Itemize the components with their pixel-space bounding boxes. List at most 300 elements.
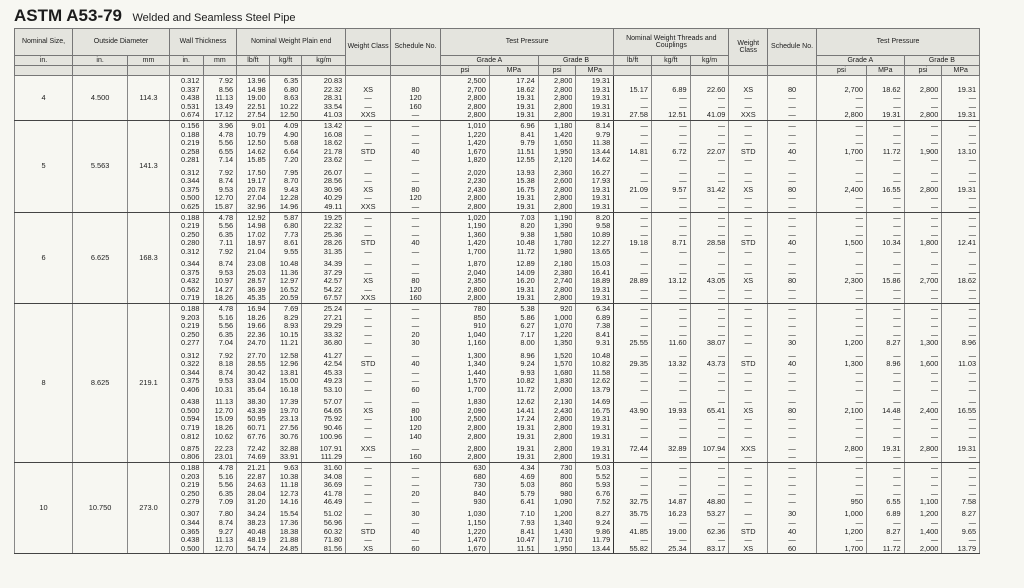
cell-plain-lbft: 67.76 bbox=[247, 432, 266, 441]
cell-plain-kgm: 21.78 bbox=[323, 147, 343, 156]
cell-grade-a-mpa-2: 11.72 bbox=[882, 544, 901, 553]
cell-plain-lbft: 34.24 bbox=[247, 510, 266, 519]
cell-thread-lbft: — bbox=[640, 463, 648, 472]
cell-grade-b-psi: 2,180 bbox=[553, 260, 573, 269]
od-in: 10.750 bbox=[73, 462, 128, 554]
cell-grade-b-psi: 1,980 bbox=[553, 247, 573, 256]
cell-wall-in: 0.344 bbox=[181, 177, 200, 186]
cell-schedule-no: — bbox=[411, 536, 420, 545]
cell-plain-kgm: 16.08 bbox=[323, 130, 343, 139]
cell-grade-a-psi-2 bbox=[818, 77, 863, 86]
cell-grade-b-mpa: 8.41 bbox=[595, 330, 611, 339]
cell-schedule-no-2: — bbox=[788, 481, 796, 490]
col-schedule-no-2 bbox=[768, 120, 817, 212]
cell-thread-kgft: — bbox=[679, 94, 687, 103]
cell-plain-kgft: 10.15 bbox=[279, 330, 299, 339]
cell-grade-a-mpa-2: — bbox=[893, 130, 901, 139]
cell-grade-b-mpa: 19.31 bbox=[591, 94, 611, 103]
cell-plain-lbft: 9.01 bbox=[251, 121, 266, 130]
cell-grade-a-mpa: 7.10 bbox=[520, 510, 535, 519]
unit-wt2-kgft: kg/ft bbox=[651, 56, 690, 66]
cell-wall-mm: 7.14 bbox=[218, 156, 234, 165]
cell-thread-kgft: — bbox=[679, 156, 687, 165]
cell-weight-class-2: XS bbox=[743, 544, 754, 553]
cell-grade-a-mpa-2: — bbox=[893, 230, 901, 239]
cell-grade-a-mpa: 8.41 bbox=[520, 130, 535, 139]
cell-grade-b-psi-2: 2,800 bbox=[919, 185, 939, 194]
cell-weight-class: XXS bbox=[360, 444, 376, 453]
cell-plain-kgft: 9.43 bbox=[283, 185, 299, 194]
cell-grade-a-mpa-2: — bbox=[893, 156, 901, 165]
cell-grade-b-psi: 1,390 bbox=[553, 222, 573, 231]
col-grade-a-mpa-2 bbox=[866, 76, 904, 121]
cell-grade-a-psi: 1,300 bbox=[467, 351, 486, 360]
cell-plain-lbft: 19.17 bbox=[247, 177, 266, 186]
cell-weight-class: — bbox=[364, 385, 372, 394]
cell-wall-in: 0.219 bbox=[181, 139, 200, 148]
cell-grade-b-psi: 1,090 bbox=[553, 498, 573, 507]
cell-weight-class: — bbox=[364, 177, 372, 186]
cell-wall-mm: 7.11 bbox=[219, 239, 234, 248]
cell-grade-b-psi: 1,190 bbox=[553, 213, 573, 222]
cell-plain-kgm: 25.24 bbox=[323, 305, 343, 314]
cell-plain-kgm: 57.07 bbox=[323, 398, 343, 407]
cell-grade-a-psi: 2,020 bbox=[467, 168, 486, 177]
cell-schedule-no-2: — bbox=[788, 313, 796, 322]
cell-plain-kgft: 9.55 bbox=[283, 247, 299, 256]
cell-wall-mm: 22.23 bbox=[214, 444, 234, 453]
cell-grade-b-mpa-2: — bbox=[968, 305, 977, 314]
cell-thread-kgm: — bbox=[718, 377, 726, 386]
cell-grade-a-mpa: 7.93 bbox=[520, 519, 535, 528]
cell-grade-a-psi: 2,500 bbox=[467, 77, 486, 85]
cell-schedule-no-2: — bbox=[788, 102, 796, 111]
cell-schedule-no-2: 40 bbox=[787, 239, 797, 248]
cell-grade-b-psi-2: — bbox=[930, 453, 939, 462]
cell-plain-kgft: 14.96 bbox=[279, 202, 299, 211]
cell-plain-lbft: 38.30 bbox=[247, 398, 266, 407]
cell-grade-a-mpa-2: — bbox=[893, 489, 901, 498]
cell-grade-b-psi-2: 2,800 bbox=[919, 111, 939, 120]
cell-grade-b-mpa-2: — bbox=[968, 423, 977, 432]
cell-thread-kgft: 9.57 bbox=[672, 185, 687, 194]
col-plain-kgm bbox=[302, 120, 346, 212]
cell-plain-kgft: 27.56 bbox=[279, 423, 299, 432]
cell-weight-class-2: — bbox=[744, 121, 752, 130]
cell-schedule-no: — bbox=[411, 313, 420, 322]
cell-grade-b-psi-2: — bbox=[930, 222, 939, 231]
cell-plain-kgm: 41.78 bbox=[323, 489, 343, 498]
cell-grade-a-mpa: 16.75 bbox=[516, 185, 535, 194]
cell-wall-in: 0.594 bbox=[181, 415, 200, 424]
cell-grade-b-psi: 2,800 bbox=[553, 202, 573, 211]
cell-grade-b-psi-2: — bbox=[930, 130, 939, 139]
cell-grade-b-psi-2: — bbox=[930, 285, 939, 294]
cell-grade-b-mpa-2: — bbox=[968, 94, 977, 103]
od-mm: 114.3 bbox=[128, 76, 170, 121]
cell-thread-lbft: — bbox=[640, 177, 648, 186]
cell-plain-kgft: 9.63 bbox=[283, 463, 299, 472]
cell-grade-b-mpa: 9.31 bbox=[595, 339, 611, 348]
cell-thread-kgft: — bbox=[679, 330, 687, 339]
cell-grade-a-psi: 2,700 bbox=[467, 85, 486, 94]
cell-thread-kgft: — bbox=[679, 351, 687, 360]
cell-plain-kgm: 36.69 bbox=[323, 481, 343, 490]
cell-weight-class-2: — bbox=[744, 322, 752, 331]
table-row bbox=[15, 212, 1018, 304]
cell-wall-in: 0.312 bbox=[181, 77, 200, 85]
cell-grade-b-mpa: 19.31 bbox=[591, 415, 611, 424]
cell-grade-b-mpa: 19.31 bbox=[591, 185, 611, 194]
cell-grade-a-psi-2: — bbox=[855, 130, 863, 139]
col-wall-mm bbox=[203, 304, 237, 463]
cell-grade-b-psi-2: 1,100 bbox=[919, 498, 939, 507]
cell-thread-kgm: — bbox=[718, 472, 726, 481]
cell-grade-b-psi: 980 bbox=[560, 489, 573, 498]
cell-grade-b-mpa: 8.27 bbox=[595, 510, 611, 519]
cell-wall-in: 0.812 bbox=[181, 432, 200, 441]
cell-grade-a-psi-2: — bbox=[855, 268, 863, 277]
cell-plain-kgft: 6.80 bbox=[283, 222, 299, 231]
cell-schedule-no: — bbox=[411, 139, 420, 148]
cell-grade-a-mpa-2: 8.27 bbox=[886, 339, 901, 348]
table-row bbox=[15, 76, 1018, 121]
cell-grade-b-psi: 860 bbox=[560, 481, 573, 490]
col-plain-kgm bbox=[302, 212, 346, 304]
cell-grade-b-psi: 1,680 bbox=[553, 368, 573, 377]
cell-grade-a-mpa: 9.93 bbox=[520, 368, 535, 377]
cell-grade-b-psi-2: 2,000 bbox=[919, 544, 939, 553]
cell-plain-lbft: 24.70 bbox=[247, 339, 266, 348]
cell-grade-a-psi: 2,800 bbox=[467, 102, 486, 111]
cell-wall-mm: 10.31 bbox=[214, 385, 234, 394]
cell-grade-a-mpa-2 bbox=[868, 77, 901, 86]
cell-wall-in: 0.337 bbox=[181, 85, 200, 94]
col-thread-kgm bbox=[690, 120, 729, 212]
cell-plain-kgft: 8.29 bbox=[283, 313, 299, 322]
cell-weight-class-2: — bbox=[744, 351, 752, 360]
cell-wall-in: 0.188 bbox=[181, 305, 200, 314]
cell-thread-kgft: — bbox=[679, 415, 687, 424]
col-grade-a-mpa bbox=[489, 76, 538, 121]
cell-plain-kgft: 7.69 bbox=[283, 305, 299, 314]
cell-weight-class: — bbox=[364, 432, 372, 441]
col-weight-class bbox=[346, 76, 391, 121]
cell-grade-b-mpa-2: 8.27 bbox=[961, 510, 977, 519]
col-plain-kgft bbox=[269, 76, 302, 121]
cell-wall-in: 0.322 bbox=[181, 360, 200, 369]
cell-wall-mm: 7.80 bbox=[218, 510, 234, 519]
unit-mpa-a-2: MPa bbox=[866, 66, 904, 76]
cell-weight-class-2: — bbox=[744, 260, 752, 269]
cell-wall-mm: 11.13 bbox=[215, 536, 234, 545]
cell-grade-a-mpa: 10.47 bbox=[516, 536, 535, 545]
cell-grade-a-psi: 1,220 bbox=[467, 527, 486, 536]
cell-schedule-no-2: 60 bbox=[787, 544, 797, 553]
cell-wall-mm: 6.35 bbox=[218, 230, 234, 239]
cell-plain-kgm: 71.80 bbox=[323, 536, 343, 545]
cell-schedule-no: 160 bbox=[409, 294, 422, 303]
col-plain-lbft bbox=[237, 462, 270, 554]
cell-grade-b-mpa-2: 18.62 bbox=[957, 277, 977, 286]
cell-plain-kgm: 49.23 bbox=[323, 377, 343, 386]
cell-schedule-no: 120 bbox=[409, 423, 422, 432]
cell-grade-a-mpa: 11.51 bbox=[516, 147, 535, 156]
cell-wall-mm: 6.35 bbox=[218, 489, 234, 498]
cell-thread-lbft: 25.55 bbox=[629, 339, 648, 348]
cell-weight-class-2: STD bbox=[740, 239, 756, 248]
col-wall-mm bbox=[203, 120, 237, 212]
cell-plain-lbft: 18.26 bbox=[247, 313, 266, 322]
cell-plain-kgm: 25.36 bbox=[323, 230, 343, 239]
cell-schedule-no-2: — bbox=[788, 368, 796, 377]
cell-wall-mm: 5.56 bbox=[218, 222, 234, 231]
cell-grade-b-psi-2: — bbox=[930, 463, 939, 472]
cell-thread-kgm: — bbox=[718, 313, 726, 322]
cell-grade-b-mpa-2: — bbox=[968, 102, 977, 111]
cell-thread-kgm: — bbox=[718, 247, 726, 256]
cell-thread-kgm: — bbox=[718, 305, 726, 314]
cell-weight-class: — bbox=[364, 423, 372, 432]
cell-weight-class-2: — bbox=[744, 247, 752, 256]
cell-wall-mm: 5.16 bbox=[218, 313, 234, 322]
cell-grade-a-mpa: 8.96 bbox=[520, 351, 535, 360]
unit-wt-mm: mm bbox=[203, 56, 237, 66]
cell-plain-lbft: 22.51 bbox=[247, 102, 266, 111]
cell-grade-b-psi: 1,420 bbox=[553, 130, 573, 139]
cell-weight-class: — bbox=[364, 94, 372, 103]
cell-grade-b-psi: 1,950 bbox=[553, 147, 573, 156]
unit-wt2-lbft: lb/ft bbox=[614, 56, 652, 66]
cell-plain-lbft: 14.98 bbox=[247, 85, 266, 94]
cell-grade-a-mpa: 19.31 bbox=[516, 294, 535, 303]
cell-thread-kgft: 13.32 bbox=[668, 360, 687, 369]
col-thread-kgm bbox=[690, 462, 729, 554]
col-schedule-no bbox=[391, 76, 441, 121]
cell-plain-kgft: 19.70 bbox=[279, 406, 299, 415]
cell-wall-mm: 7.09 bbox=[218, 498, 234, 507]
cell-thread-lbft: — bbox=[640, 121, 648, 130]
cell-grade-b-mpa: 6.34 bbox=[595, 305, 611, 314]
cell-plain-kgft: 5.87 bbox=[283, 213, 299, 222]
cell-grade-b-mpa: 6.76 bbox=[595, 489, 611, 498]
cell-plain-kgft: 11.36 bbox=[280, 268, 299, 277]
cell-grade-b-mpa: 16.75 bbox=[591, 406, 611, 415]
cell-thread-kgft: — bbox=[679, 202, 687, 211]
cell-thread-kgft: 32.89 bbox=[668, 444, 687, 453]
cell-wall-in: 0.312 bbox=[181, 168, 200, 177]
cell-grade-a-psi: 2,500 bbox=[467, 415, 486, 424]
cell-grade-a-mpa-2: — bbox=[893, 194, 901, 203]
col-grade-a-psi-2 bbox=[817, 462, 867, 554]
cell-grade-a-mpa-2: — bbox=[893, 472, 901, 481]
col-grade-b-mpa bbox=[576, 462, 614, 554]
cell-grade-b-mpa: 19.31 bbox=[591, 444, 611, 453]
cell-plain-kgft: 8.70 bbox=[283, 177, 299, 186]
cell-grade-a-psi-2: 1,500 bbox=[844, 239, 863, 248]
cell-plain-kgft: 20.59 bbox=[279, 294, 299, 303]
cell-schedule-no: — bbox=[411, 260, 420, 269]
cell-grade-a-mpa-2: — bbox=[893, 423, 901, 432]
cell-grade-a-mpa: 12.89 bbox=[516, 260, 535, 269]
cell-schedule-no-2: — bbox=[788, 330, 796, 339]
cell-grade-a-psi: 2,800 bbox=[467, 285, 486, 294]
cell-schedule-no-2: 80 bbox=[787, 185, 797, 194]
cell-grade-a-psi: 2,800 bbox=[467, 453, 486, 462]
cell-wall-mm: 5.56 bbox=[218, 322, 234, 331]
cell-thread-lbft: — bbox=[640, 305, 648, 314]
cell-grade-b-mpa-2: — bbox=[968, 121, 977, 130]
cell-thread-kgft: — bbox=[679, 377, 687, 386]
cell-thread-kgft: 6.89 bbox=[672, 85, 687, 94]
cell-plain-lbft: 13.96 bbox=[247, 77, 266, 85]
cell-wall-mm: 3.96 bbox=[218, 121, 234, 130]
cell-wall-mm: 10.62 bbox=[214, 432, 234, 441]
cell-grade-a-mpa: 11.51 bbox=[516, 544, 535, 553]
cell-wall-in: 0.375 bbox=[181, 268, 200, 277]
cell-thread-lbft: — bbox=[640, 423, 648, 432]
cell-thread-kgft: — bbox=[679, 230, 687, 239]
cell-plain-kgm: 56.96 bbox=[323, 519, 343, 528]
cell-grade-a-psi-2: — bbox=[855, 481, 863, 490]
cell-grade-a-mpa-2: — bbox=[893, 519, 901, 528]
col-nominal-size: Nominal Size, bbox=[15, 29, 73, 56]
cell-wall-mm: 4.78 bbox=[218, 305, 234, 314]
cell-wall-mm: 23.01 bbox=[214, 453, 234, 462]
cell-thread-lbft bbox=[615, 77, 648, 86]
pipe-spec-table bbox=[14, 28, 1018, 554]
cell-grade-b-mpa: 7.38 bbox=[595, 322, 611, 331]
cell-thread-kgft bbox=[653, 77, 687, 86]
cell-grade-a-psi-2: — bbox=[855, 139, 863, 148]
unit-psi-b: psi bbox=[538, 66, 576, 76]
cell-wall-mm: 7.04 bbox=[218, 339, 234, 348]
cell-schedule-no-2: 30 bbox=[787, 510, 797, 519]
cell-schedule-no-2: — bbox=[788, 472, 796, 481]
cell-thread-kgft: — bbox=[679, 322, 687, 331]
cell-wall-in: 0.438 bbox=[181, 536, 200, 545]
col-wall-thickness: Wall Thickness bbox=[169, 29, 236, 56]
cell-grade-b-psi: 1,520 bbox=[553, 351, 573, 360]
cell-grade-a-mpa: 5.03 bbox=[520, 481, 535, 490]
cell-grade-b-mpa: 8.20 bbox=[595, 213, 611, 222]
col-grade-a-psi bbox=[440, 120, 489, 212]
col-schedule-no-2 bbox=[768, 76, 817, 121]
cell-wall-mm: 11.13 bbox=[215, 398, 234, 407]
cell-grade-b-mpa: 10.48 bbox=[591, 351, 611, 360]
cell-schedule-no: 80 bbox=[411, 85, 420, 94]
cell-grade-a-psi-2: 950 bbox=[850, 498, 863, 507]
cell-grade-a-mpa-2: — bbox=[893, 260, 901, 269]
cell-thread-kgm: — bbox=[718, 423, 726, 432]
cell-wall-mm: 5.16 bbox=[218, 472, 234, 481]
cell-weight-class-2: — bbox=[744, 294, 752, 303]
cell-thread-kgm: — bbox=[718, 260, 726, 269]
cell-thread-kgm: — bbox=[718, 481, 726, 490]
cell-wall-mm: 12.70 bbox=[214, 406, 234, 415]
cell-grade-b-psi-2: 1,300 bbox=[919, 339, 939, 348]
od-in: 5.563 bbox=[73, 120, 128, 212]
cell-thread-kgft: — bbox=[679, 177, 687, 186]
cell-thread-kgm: 38.07 bbox=[706, 339, 726, 348]
cell-plain-kgft: 17.36 bbox=[279, 519, 299, 528]
cell-wall-in: 0.250 bbox=[181, 489, 200, 498]
cell-wall-mm: 7.92 bbox=[218, 247, 234, 256]
cell-weight-class-2: — bbox=[744, 102, 752, 111]
cell-thread-kgm: — bbox=[718, 156, 726, 165]
grade-a-header-2: Grade A bbox=[817, 56, 905, 66]
col-thread-kgft bbox=[651, 76, 690, 121]
cell-schedule-no: 160 bbox=[409, 102, 422, 111]
cell-wall-in: 0.156 bbox=[181, 121, 200, 130]
cell-wall-in: 0.250 bbox=[181, 330, 200, 339]
cell-schedule-no-2: — bbox=[788, 202, 796, 211]
col-grade-b-mpa bbox=[576, 120, 614, 212]
cell-schedule-no: — bbox=[411, 268, 420, 277]
cell-grade-b-mpa: 19.31 bbox=[591, 77, 611, 85]
standard-code: ASTM A53-79 bbox=[14, 6, 123, 25]
cell-plain-kgm: 13.42 bbox=[323, 121, 343, 130]
cell-grade-a-mpa-2: — bbox=[893, 102, 901, 111]
document-subtitle: Welded and Seamless Steel Pipe bbox=[132, 12, 296, 24]
cell-weight-class-2: — bbox=[744, 481, 752, 490]
cell-thread-kgm: — bbox=[718, 194, 726, 203]
cell-plain-kgm: 28.26 bbox=[323, 239, 343, 248]
cell-grade-b-psi: 2,800 bbox=[553, 285, 573, 294]
cell-thread-kgft: — bbox=[679, 489, 687, 498]
cell-grade-b-mpa: 14.62 bbox=[591, 156, 611, 165]
cell-schedule-no-2: — bbox=[788, 305, 796, 314]
cell-grade-b-mpa: 19.31 bbox=[591, 432, 611, 441]
cell-plain-lbft: 54.74 bbox=[247, 544, 266, 553]
cell-grade-b-mpa-2: — bbox=[968, 351, 977, 360]
cell-wall-mm: 8.74 bbox=[218, 177, 234, 186]
cell-grade-b-mpa-2: 7.58 bbox=[961, 498, 977, 507]
cell-plain-lbft: 72.42 bbox=[247, 444, 266, 453]
cell-schedule-no: 30 bbox=[411, 339, 420, 348]
cell-thread-lbft: — bbox=[640, 202, 648, 211]
col-wall-in bbox=[169, 462, 203, 554]
col-schedule-no bbox=[391, 304, 441, 463]
cell-grade-a-psi: 1,670 bbox=[467, 544, 486, 553]
cell-schedule-no-2: — bbox=[788, 177, 796, 186]
cell-wall-in: 0.188 bbox=[181, 130, 200, 139]
cell-grade-b-psi: 2,800 bbox=[553, 432, 573, 441]
cell-grade-a-mpa: 15.38 bbox=[516, 177, 535, 186]
col-grade-a-psi-2 bbox=[817, 212, 867, 304]
cell-grade-a-mpa: 11.72 bbox=[516, 247, 535, 256]
cell-plain-kgft: 12.28 bbox=[279, 194, 299, 203]
cell-weight-class: — bbox=[364, 285, 372, 294]
cell-grade-a-mpa: 5.79 bbox=[520, 489, 535, 498]
cell-wall-mm: 4.78 bbox=[218, 130, 234, 139]
cell-grade-a-mpa: 19.31 bbox=[516, 453, 535, 462]
cell-plain-kgm: 18.62 bbox=[323, 139, 343, 148]
cell-plain-kgft: 10.48 bbox=[279, 260, 299, 269]
cell-grade-a-psi-2: — bbox=[855, 94, 863, 103]
cell-wall-in: 0.531 bbox=[181, 102, 200, 111]
cell-grade-b-mpa: 19.31 bbox=[591, 294, 611, 303]
cell-wall-mm: 4.78 bbox=[218, 463, 234, 472]
cell-grade-a-mpa-2: 6.55 bbox=[886, 498, 901, 507]
cell-plain-lbft: 33.04 bbox=[247, 377, 266, 386]
cell-schedule-no: — bbox=[411, 168, 420, 177]
cell-grade-b-psi-2: — bbox=[930, 432, 939, 441]
table-row bbox=[15, 304, 1018, 463]
cell-plain-kgft: 12.50 bbox=[279, 111, 299, 120]
cell-plain-kgft: 12.97 bbox=[279, 277, 299, 286]
cell-wall-mm: 9.53 bbox=[218, 268, 234, 277]
